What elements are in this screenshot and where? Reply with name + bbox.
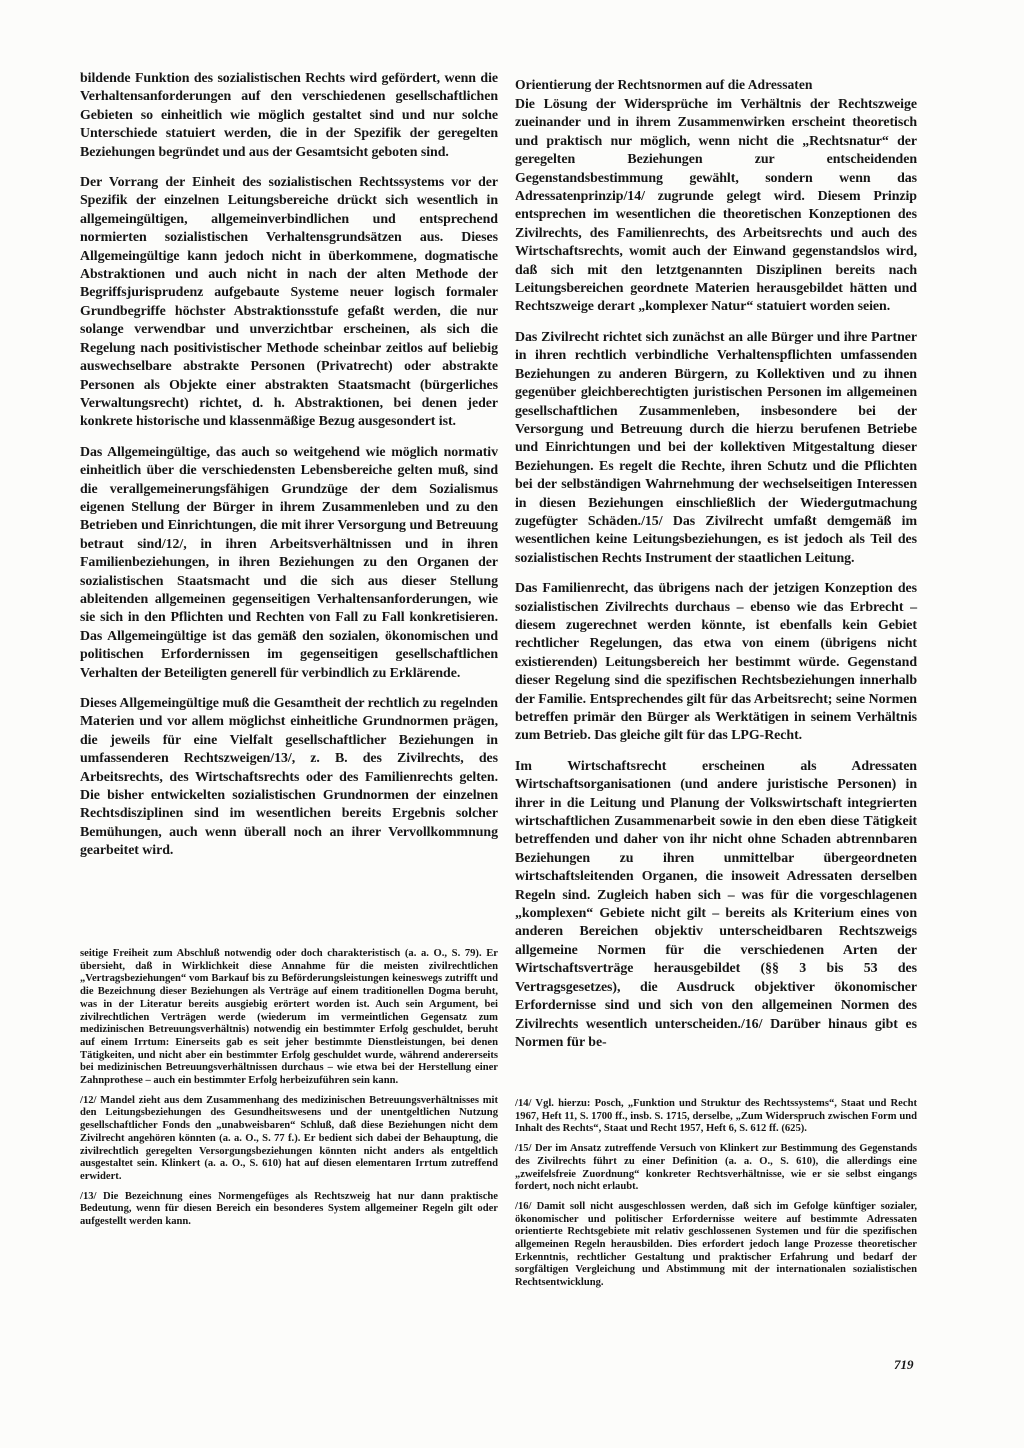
left-paragraph-4: Dieses Allgemeingültige muß die Gesamtheit der rechtlich zu regelnden Materien und vor allem möglichst einheitliche Grundnormen prägen, die jeweils für eine Vielfalt gesellschaftlicher Beziehungen in umfassenderen Rechtszweigen/13/, z. B. des Zivilrechts, des Arbeitsrechts, des Wirtschaftsrechts oder des Familienrechts gelten. Die bisher entwickelten sozialistischen Grundnormen der einzelnen Rechtsdisziplinen sind im wesentlichen bereits Ergebnis solcher Bemühungen, auch wenn überall noch an ihrer Vervollkommnung gearbeitet wird. [80, 696, 498, 859]
footnote-15: /15/ Der im Ansatz zutreffende Versuch von Klinkert zur Bestimmung des Gegenstands des Zivilrechts führt zu einer Definition (a. a. O., S. 610), die allerdings eine „zweifelsfreie Zuordnung“ konkreter Rechtsverhältnisse, wie er sie selbst eingangs fordert, noch nicht erlaubt. [515, 1143, 917, 1193]
right-paragraph-4: Im Wirtschaftsrecht erscheinen als Adressaten Wirtschaftsorganisationen (und andere juristische Personen) in ihrer in die Leitung und Planung der Volkswirtschaft integrierten wirtschaftlichen Zusammenarbeit sowie in den eben diese Tätigkeit betreffenden und daher von ihr nicht ohne Schaden abtrennbaren Beziehungen zu ihren unmittelbar übergeordneten wirtschaftsleitenden Organen, die insoweit Adressaten derselben Regeln sind. Zugleich haben sich – was für die vorgeschlagenen „komplexen“ Gebiete nicht gilt – bereits als Kriterium eines von anderen Bereichen objektiv unterscheidbaren Rechtszweigs allgemeine Normen für die verschiedenen Arten der Wirtschaftsverträge herausgebildet (§§ 3 bis 53 des Vertragsgesetzes), die Ausdruck objektiver ökonomischer Erfordernisse sind und sich von den allgemeinen Normen des Zivilrechts wesentlich unterscheiden./16/ Darüber hinaus gibt es Normen für be- [515, 758, 917, 1050]
left-paragraph-2: Der Vorrang der Einheit des sozialistischen Rechtssystems vor der Spezifik der einzelnen Leitungsbereiche drückt sich wesentlich in allgemeingültigen, allgemeinverbindlichen und entsprechend normierten sozialistischen Verhaltensgrundsätzen aus. Dieses Allgemeingültige kann jedoch nicht in überkommene, dogmatische Abstraktionen und auch nicht in nach der alten Methode der Begriffsjurisprudenz aufgebaute Systeme neuer logisch formaler Grundbegriffe höchster Abstraktionsstufe gefaßt werden, die nur solange verwendbar und unverzichtbar erscheinen, als sich die Regelung nach positivistischer Methode scheinbar zeitlos auf beliebig auswechselbare abstrakte Personen (Privatrecht) oder abstrakte Personen als Objekte einer abstrakten Staatsmacht (bürgerliches Verwaltungsrecht) richtet, d. h. Abstraktionen, bei denen jeder konkrete historische und klassenmäßige Bezug ausgesondert ist. [80, 175, 498, 430]
left-column [80, 70, 498, 873]
footnote-12: /12/ Mandel zieht aus dem Zusammenhang des medizinischen Betreuungsverhältnisses mit den Leitungsbeziehungen des Gesundheitswesens und der unentgeltlichen Nutzung gesellschaftlicher Fonds den „unabweisbaren“ Schluß, daß diese Beziehungen nicht dem Zivilrecht angehören könnten (a. a. O., S. 77 f.). Er bedient sich dabei der Behauptung, die zivilrechtlich geregelten Versorgungsbeziehungen könnten nicht anders als entgeltlich ausgestaltet sein. Klinkert (a. a. O., S. 610) hat auf diesen elementaren Irrtum zutreffend erwidert. [80, 1094, 498, 1182]
footnote-continued: seitige Freiheit zum Abschluß notwendig oder doch charakteristisch (a. a. O., S. 79). Er übersieht, daß in Wirklichkeit diese Annahme für die meisten zivilrechtlichen „Vertragsbeziehungen“ vom Barkauf bis zu Beförderungsleistungen keineswegs zutrifft und die Bezeichnung dieser Beziehungen als Verträge auf einem traditionellen Dogma beruht, was in der Literatur bereits ausgiebig erörtert worden ist. Auch sein Argument, bei zivilrechtlichen Verträgen werde (wiederum im vermeintlichen Gegensatz zum medizinischen Betreuungsverhältnis) notwendig ein bestimmter Erfolg geschuldet, beruht auf einem Irrtum: Einerseits gab es seit jeher bestimmte Dienstleistungen, bei denen Tätigkeiten, und nicht aber ein bestimmter Erfolg geschuldet wurde, während andererseits bei medizinischen Betreuungsverhältnissen durchaus – wie etwa bei der Herstellung einer Zahnprothese – auch ein bestimmter Erfolg herbeizuführen sein kann. [80, 948, 498, 1087]
footnote-13: /13/ Die Bezeichnung eines Normengefüges als Rechtszweig hat nur dann praktische Bedeutung, wenn für diesen Bereich ein besonderes System allgemeiner Regeln gilt oder aufgestellt werden kann. [80, 1190, 498, 1228]
right-footnotes [515, 1098, 917, 1297]
right-paragraph-3: Das Familienrecht, das übrigens nach der jetzigen Konzeption des sozialistischen Zivilrechts durchaus – ebenso wie das Erbrecht – diesem zugerechnet werden könnte, ist ebenfalls kein Gebiet rechtlicher Regelungen, das etwa von einem (übrigens nicht existierenden) Leitungsbereich her bestimmt würde. Gegenstand dieser Regelung sind die spezifischen Rechtsbeziehungen innerhalb der Familie. Entsprechendes gilt für das Arbeitsrecht; seine Normen betreffen primär den Bürger als Werktätigen in seinem Verhältnis zum Betrieb. Das gleiche gilt für das LPG-Recht. [515, 581, 917, 744]
footnote-16: /16/ Damit soll nicht ausgeschlossen werden, daß sich im Gefolge künftiger sozialer, ökonomischer und politischer Erfordernisse weitere auf bestimmte Adressaten orientierte Rechtsgebiete mit relativ geschlossenen Systemen und für die spezifischen allgemeinen Regeln herausbilden. Dies erfordert jedoch lange Prozesse theoretischer Erkenntnis, rechtlicher Gestaltung und praktischer Erfahrung und bedarf der sorgfältigen Vergleichung und Abstimmung mit der internationalen sozialistischen Rechtsentwicklung. [515, 1200, 917, 1289]
right-column [515, 70, 917, 1064]
right-paragraph-1: Die Lösung der Widersprüche im Verhältnis der Rechtszweige zueinander und in ihrem Zusammenwirken erscheint theoretisch und praktisch nur möglich, wenn nicht die „Rechtsnatur“ der geregelten Beziehungen zur entscheidenden Gegenstandsbestimmung gewählt, sondern wenn das Adressatenprinzip/14/ zugrunde gelegt wird. Diesem Prinzip entsprechen im wesentlichen die theoretischen Konzeptionen des Zivilrechts, des Familienrechts, des Arbeitsrechts und auch des Wirtschaftsrechts, womit auch der Einwand gegenstandslos wird, daß sich mit den letztgenannten Disziplinen bereits nach Leitungsbereichen geordnete Materien herausgebildet hätten und Rechtszweige derart „komplexer Natur“ statuiert worden seien. [515, 97, 917, 315]
left-paragraph-3: Das Allgemeingültige, das auch so weitgehend wie möglich normativ einheitlich über die verschiedensten Lebensbereiche gelten muß, sind die verallgemeinerungsfähigen Grundzüge der dem Sozialismus eigenen Stellung der Bürger in ihrem Zusammenleben und zu den Betrieben und Einrichtungen, die mit ihrer Versorgung und Betreuung betraut sind/12/, in ihren Arbeitsverhältnissen und in ihren Familienbeziehungen, in ihren Beziehungen zu den Organen der sozialistischen Staatsmacht und die sich aus dieser Stellung ableitenden allgemeinen gegenseitigen Verhaltensanforderungen, wie sie sich in den Pflichten und Rechten von Fall zu Fall konkretisieren. Das Allgemeingültige ist das gemäß den sozialen, ökonomischen und politischen Erfordernissen im gegenseitigen gesellschaftlichen Verhalten der Beteiligten generell für verbindlich zu Erklärende. [80, 444, 498, 681]
right-paragraph-2: Das Zivilrecht richtet sich zunächst an alle Bürger und ihre Partner in ihren rechtlich verbindliche Verhaltenspflichten umfassenden Beziehungen zu anderen Bürgern, zu Kollektiven und zu ihnen gegenüber gleichberechtigten juristischen Personen im allgemeinen gesellschaftlichen Zusammenleben, insbesondere bei der Versorgung und Betreuung durch die hierzu berufenen Betriebe und Einrichtungen und bei der kollektiven Mitgestaltung dieser Beziehungen. Es regelt die Rechte, ihren Schutz und die Pflichten bei der selbständigen Wahrnehmung der wechselseitigen Interessen in diesen Beziehungen einschließlich der Wiedergutmachung zugefügter Schäden./15/ Das Zivilrecht umfaßt demgemäß im wesentlichen keine Leitungsbeziehungen, es ist jedoch als Teil des sozialistischen Rechts Instrument der staatlichen Leitung. [515, 329, 917, 566]
left-footnotes [80, 948, 498, 1236]
footnote-14: /14/ Vgl. hierzu: Posch, „Funktion und Struktur des Rechtssystems“, Staat und Recht 1967, Heft 11, S. 1700 ff., insb. S. 1715, derselbe, „Zum Widerspruch zwischen Form und Inhalt des Rechts“, Staat und Recht 1957, Heft 6, S. 612 ff. (625). [515, 1098, 917, 1135]
page-number: 719 [894, 1357, 914, 1372]
section-heading: Orientierung der Rechtsnormen auf die Adressaten [515, 77, 813, 92]
left-paragraph-1: bildende Funktion des sozialistischen Rechts wird gefördert, wenn die Verhaltensanforderungen auf den verschiedenen gesellschaftlichen Gebieten so einheitlich wie möglich gestaltet sind und nur solche Unterschiede statuiert werden, die in der Spezifik der geregelten Beziehungen begründet und aus der Gesamtsicht geboten sind. [80, 71, 498, 160]
